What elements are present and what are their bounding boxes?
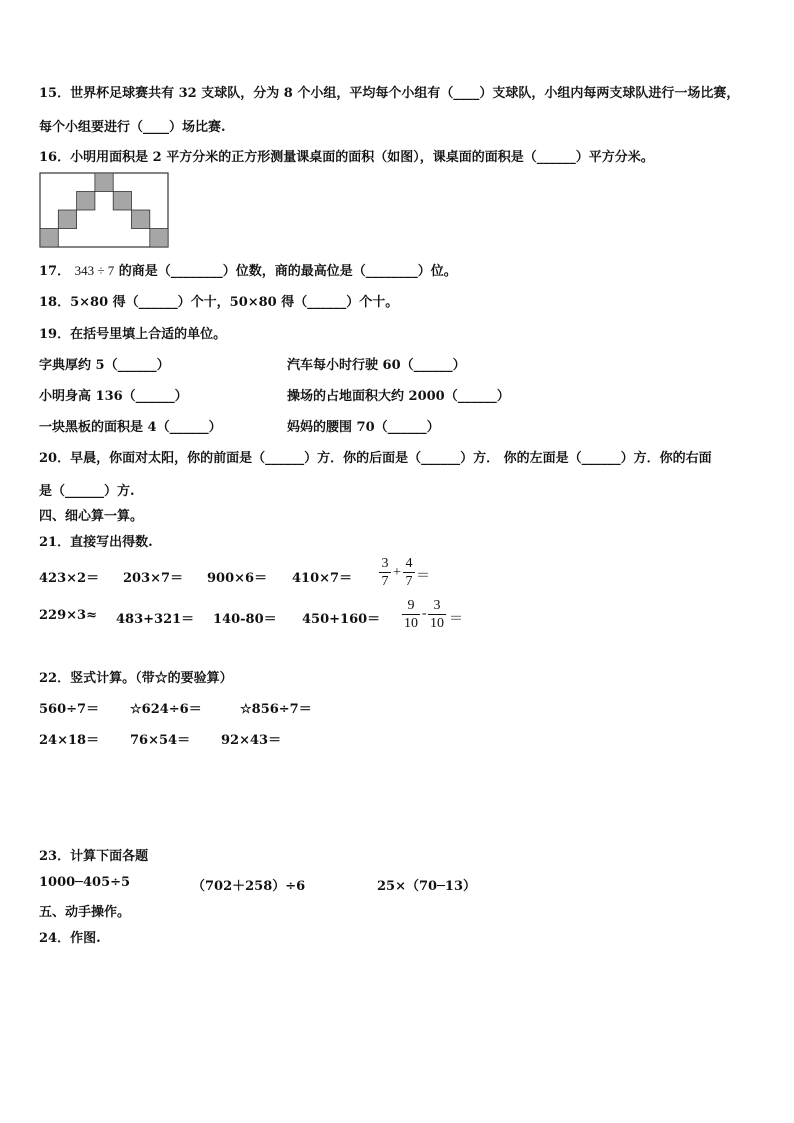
- q17-text: 的商是（________）位数，商的最高位是（________）位。: [118, 264, 457, 279]
- q17-expression: 343 ÷ 7: [74, 263, 115, 278]
- q21-r2-c1: 229×3≈: [39, 608, 97, 623]
- q21-r2-c2: 483+321＝: [116, 612, 195, 627]
- denominator: 7: [381, 574, 389, 589]
- q19-title: 19．在括号里填上合适的单位。: [39, 327, 227, 342]
- q23-item-1: 1000─405÷5: [39, 875, 131, 890]
- measuring-square-6: [40, 229, 58, 248]
- q19-item-4: 操场的占地面积大约 2000（______）: [287, 389, 510, 404]
- measuring-square-4: [58, 210, 76, 229]
- fraction-3-7: [379, 555, 391, 590]
- q21-r1-c1: 423×2＝: [39, 571, 100, 586]
- denominator: 7: [405, 574, 413, 589]
- q17-number: 17．: [39, 264, 71, 279]
- section-5-heading: 五、动手操作。: [39, 905, 131, 920]
- q15-line1: 15．世界杯足球赛共有 32 支球队，分为 8 个小组，平均每个小组有（____）支球队，小组内每两支球队进行一场比赛，: [39, 86, 740, 101]
- q22-r2-c1: 24×18＝: [39, 733, 100, 748]
- desk-grid-diagram: [39, 172, 169, 248]
- measuring-square-5: [132, 210, 150, 229]
- q24-title: 24．作图.: [39, 931, 101, 946]
- numerator: 3: [381, 556, 389, 571]
- measuring-square-2: [77, 192, 95, 211]
- measuring-square-3: [113, 192, 131, 211]
- q23-item-2: （702＋258）÷6: [192, 879, 306, 894]
- q18-text: 18．5×80 得（______）个十，50×80 得（______）个十。: [39, 295, 399, 310]
- minus-operator: -: [422, 606, 427, 621]
- q19-item-6: 妈妈的腰围 70（______）: [287, 420, 440, 435]
- q19-item-2: 汽车每小时行驶 60（______）: [287, 358, 466, 373]
- q15-line2: 每个小组要进行（____）场比赛.: [39, 120, 226, 135]
- q22-r2-c3: 92×43＝: [221, 733, 282, 748]
- fraction-4-7: [403, 555, 415, 590]
- q19-item-5: 一块黑板的面积是 4（______）: [39, 420, 222, 435]
- equals-sign: ＝: [449, 612, 463, 627]
- q21-r1-c3: 900×6＝: [207, 571, 268, 586]
- q21-r1-c4: 410×7＝: [292, 571, 353, 586]
- q16-text: 16．小明用面积是 2 平方分米的正方形测量课桌面的面积（如图），课桌面的面积是（______）平方分米。: [39, 150, 654, 165]
- q19-item-1: 字典厚约 5（______）: [39, 358, 170, 373]
- q22-r1-c2: ☆624÷6＝: [130, 702, 202, 717]
- plus-operator: +: [393, 565, 401, 580]
- q21-r2-c3: 140-80＝: [213, 612, 277, 627]
- numerator: 9: [407, 598, 415, 613]
- q21-r2-c4: 450+160＝: [302, 612, 381, 627]
- q17-line: [39, 260, 457, 279]
- denominator: 10: [404, 616, 418, 631]
- q22-r1-c1: 560÷7＝: [39, 702, 100, 717]
- q23-item-3: 25×（70─13）: [377, 879, 476, 894]
- measuring-square-1: [95, 173, 113, 192]
- q23-title: 23．计算下面各题: [39, 849, 149, 864]
- numerator: 4: [405, 556, 413, 571]
- section-4-heading: 四、细心算一算。: [39, 509, 144, 524]
- q22-r2-c2: 76×54＝: [130, 733, 191, 748]
- q20-line2: 是（______）方.: [39, 484, 135, 499]
- denominator: 10: [430, 616, 444, 631]
- numerator: 3: [433, 598, 441, 613]
- equals-sign: ＝: [416, 569, 430, 584]
- q20-line1: 20．早晨，你面对太阳，你的前面是（______）方．你的后面是（______）方． 你的左面是（______）方．你的右面: [39, 451, 712, 466]
- q21-r1-c2: 203×7＝: [123, 571, 184, 586]
- q22-r1-c3: ☆856÷7＝: [240, 702, 312, 717]
- fraction-9-10: [402, 597, 420, 632]
- q22-title: 22．竖式计算。（带☆的要验算）: [39, 671, 233, 686]
- measuring-square-7: [150, 229, 168, 248]
- q21-title: 21．直接写出得数.: [39, 535, 153, 550]
- q19-item-3: 小明身高 136（______）: [39, 389, 188, 404]
- fraction-3-10: [428, 597, 446, 632]
